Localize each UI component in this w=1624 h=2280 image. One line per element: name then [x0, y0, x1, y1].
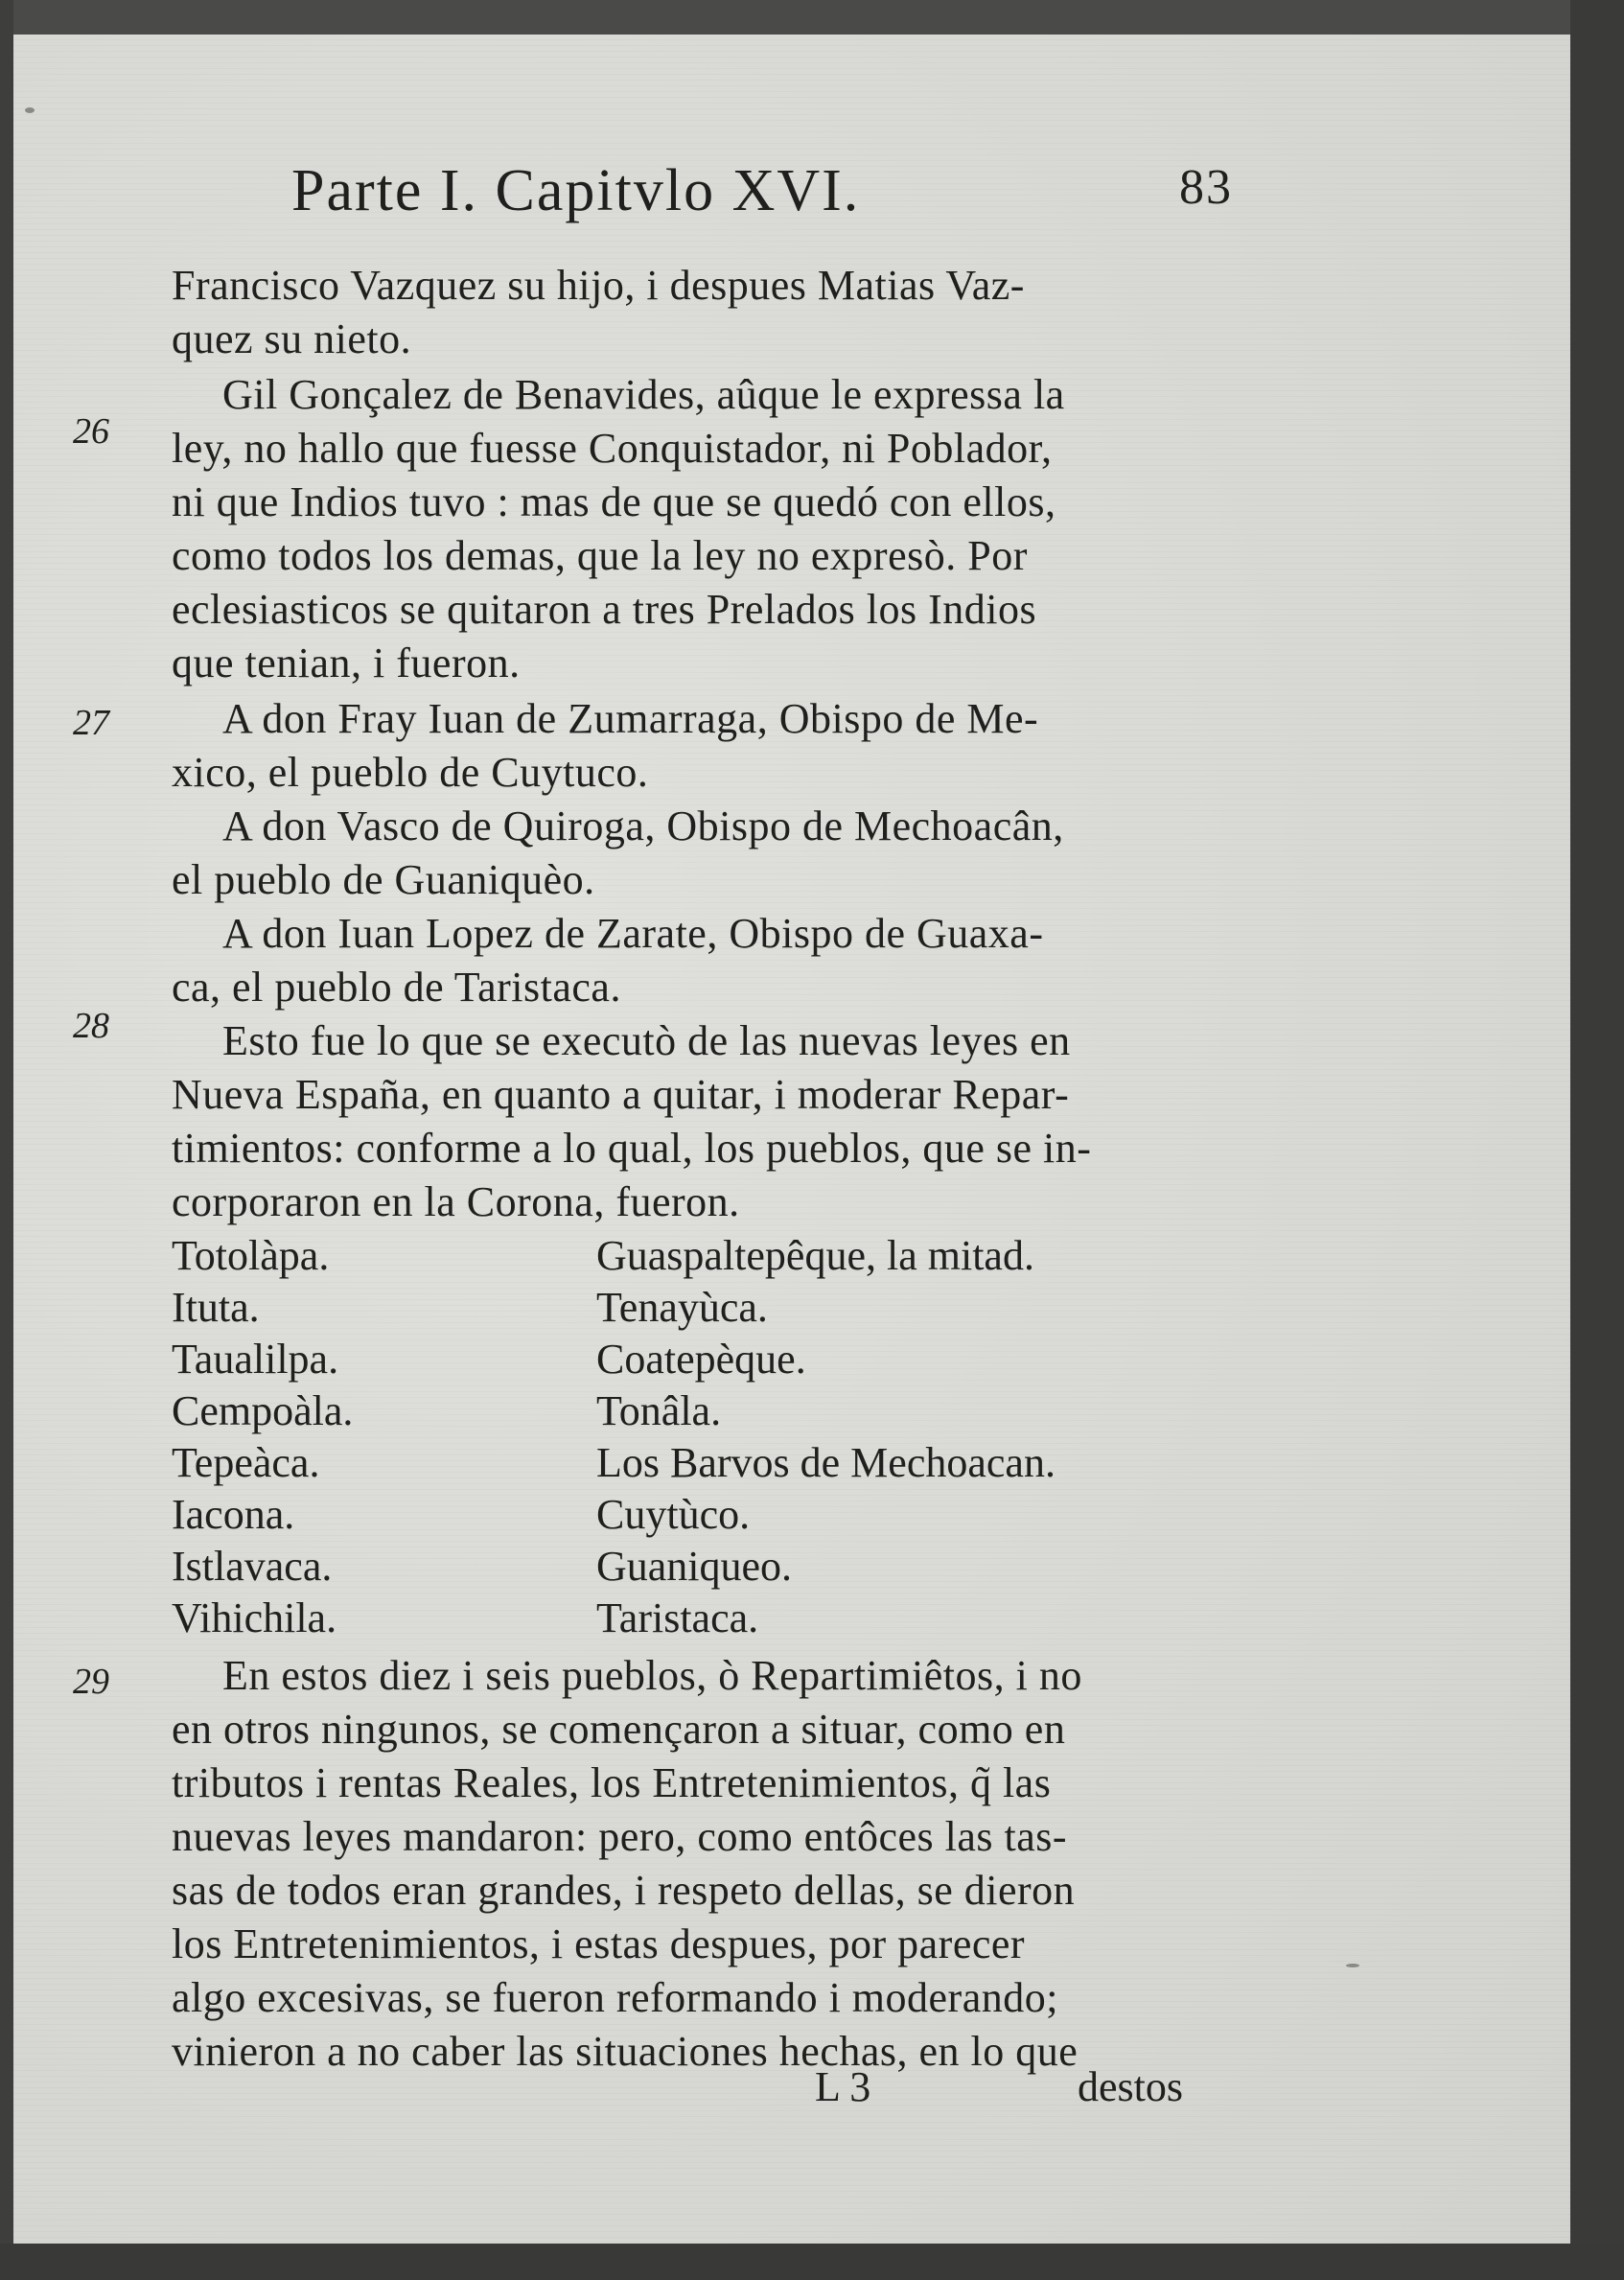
text-line: algo excesivas, se fueron reformando i moderando;: [172, 1974, 1058, 2021]
text-line: timientos: conforme a lo qual, los pueblos, que se in-: [172, 1125, 1092, 1172]
pueblo-right: Los Barvos de Mechoacan.: [596, 1439, 1056, 1486]
pueblo-left: Ituta.: [172, 1284, 260, 1331]
text-line: Francisco Vazquez su hijo, i despues Matias Vaz-: [172, 262, 1025, 309]
page-number: 83: [1179, 160, 1233, 215]
header-title: Parte I. Capitvlo XVI.: [291, 158, 861, 223]
text-line: quez su nieto.: [172, 315, 412, 362]
pueblo-left: Iacona.: [172, 1491, 295, 1538]
book-page: [13, 35, 1570, 2244]
scan-frame-top: [0, 0, 1624, 35]
text-line: A don Vasco de Quiroga, Obispo de Mechoacân,: [222, 803, 1064, 849]
running-header: [291, 157, 1250, 234]
pueblo-right: Guaspaltepêque, la mitad.: [596, 1232, 1034, 1279]
scan-frame-right: [1570, 0, 1624, 2280]
pueblo-right: Cuytùco.: [596, 1491, 751, 1538]
text-line: ni que Indios tuvo : mas de que se quedó con ellos,: [172, 478, 1056, 525]
text-line: Gil Gonçalez de Benavides, aûque le expressa la: [222, 371, 1065, 418]
text-line: los Entretenimientos, i estas despues, por parecer: [172, 1920, 1026, 1967]
margin-number: 28: [73, 1006, 109, 1046]
text-line: el pueblo de Guaniquèo.: [172, 856, 595, 903]
text-line: En estos diez i seis pueblos, ò Repartimiêtos, i no: [222, 1652, 1082, 1699]
signature-mark: L 3: [815, 2063, 871, 2110]
text-line: ca, el pueblo de Taristaca.: [172, 964, 621, 1011]
pueblo-left: Taualilpa.: [172, 1336, 339, 1383]
pueblo-left: Vihichila.: [172, 1594, 337, 1641]
text-line: eclesiasticos se quitaron a tres Prelados los Indios: [172, 586, 1037, 633]
pueblo-left: Cempoàla.: [172, 1387, 354, 1434]
pueblo-left: Istlavaca.: [172, 1543, 333, 1590]
pueblo-right: Tonâla.: [596, 1387, 722, 1434]
text-line: A don Fray Iuan de Zumarraga, Obispo de Me-: [222, 695, 1039, 742]
text-line: ley, no hallo que fuesse Conquistador, ni Poblador,: [172, 425, 1053, 472]
margin-number: 26: [73, 411, 109, 452]
text-line: vinieron a no caber las situaciones hechas, en lo que: [172, 2028, 1079, 2075]
text-line: xico, el pueblo de Cuytuco.: [172, 749, 649, 796]
text-line: sas de todos eran grandes, i respeto dellas, se dieron: [172, 1867, 1076, 1914]
text-line: que tenian, i fueron.: [172, 640, 521, 686]
text-line: tributos i rentas Reales, los Entretenimientos, q̃ las: [172, 1759, 1052, 1806]
text-line: corporaron en la Corona, fueron.: [172, 1178, 740, 1225]
page-text: [13, 35, 1570, 2244]
margin-number: 29: [73, 1662, 109, 1702]
margin-number: 27: [73, 703, 109, 743]
scan-frame-left: [0, 0, 13, 2280]
text-line: Nueva España, en quanto a quitar, i moderar Repar-: [172, 1071, 1070, 1118]
text-line: A don Iuan Lopez de Zarate, Obispo de Guaxa-: [222, 910, 1044, 957]
text-line: en otros ningunos, se començaron a situar, como en: [172, 1706, 1066, 1753]
pueblo-right: Coatepèque.: [596, 1336, 806, 1383]
pueblo-left: Totolàpa.: [172, 1232, 330, 1279]
text-line: nuevas leyes mandaron: pero, como entôces las tas-: [172, 1813, 1068, 1860]
text-line: como todos los demas, que la ley no expresò. Por: [172, 532, 1028, 579]
pueblo-right: Taristaca.: [596, 1594, 759, 1641]
pueblo-right: Guaniqueo.: [596, 1543, 793, 1590]
scan-frame-bottom: [0, 2244, 1624, 2280]
catchword: destos: [1078, 2063, 1183, 2110]
text-line: Esto fue lo que se executò de las nuevas leyes en: [222, 1017, 1071, 1064]
pueblo-right: Tenayùca.: [596, 1284, 768, 1331]
pueblo-left: Tepeàca.: [172, 1439, 320, 1486]
